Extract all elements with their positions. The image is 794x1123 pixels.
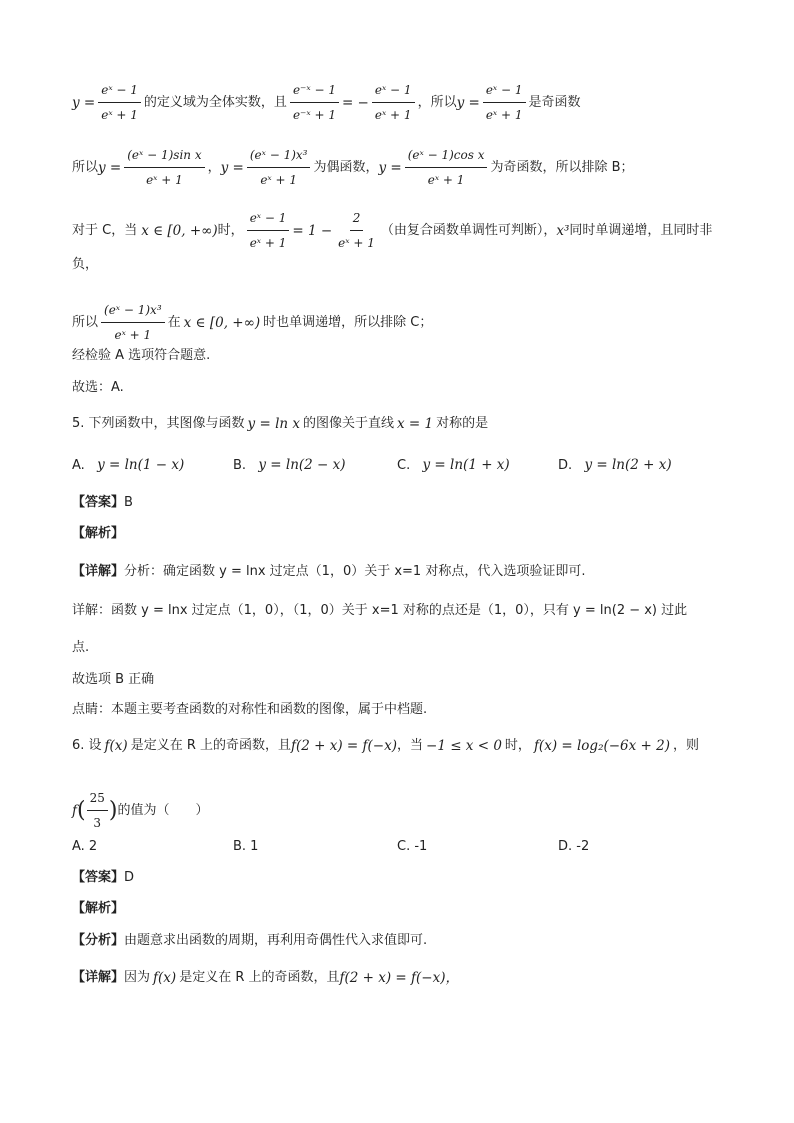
fraction-x3: $\frac{\text{(eˣ − 1)x³}}{\text{eˣ + 1}}$ — [247, 145, 311, 190]
text-q5-intro: 5. 下列函数中，其图像与函数 — [72, 416, 245, 431]
option-c: C. -1 — [397, 839, 428, 854]
fraction-ex: $\frac{\text{eˣ − 1}}{\text{eˣ + 1}}$ — [247, 208, 290, 253]
text-comma: ， — [207, 159, 221, 175]
paren-open: ( — [77, 797, 86, 823]
question-5-options — [72, 455, 734, 475]
detail-tag: 【详解】 — [72, 970, 125, 985]
q5-detail-5 — [72, 700, 734, 720]
fraction-e-neg-x: $\frac{\text{e⁻ˣ − 1}}{\text{e⁻ˣ + 1}}$ — [290, 80, 339, 125]
analysis-tag: 【解析】 — [72, 526, 125, 541]
option-c: C. y = ln(1 + x) — [397, 457, 510, 473]
line-nonnegative — [72, 255, 734, 275]
answer-value: D — [124, 870, 135, 885]
option-b: B. y = ln(2 − x) — [233, 457, 346, 473]
detail-odd-def: 是定义在 R 上的奇函数，且 — [179, 970, 340, 985]
fenxi-tag: 【分析】 — [72, 933, 125, 948]
text-q5-which: 对称的是 — [436, 416, 489, 431]
math-fx-log: f(x) = log₂(−6x + 2) — [533, 738, 671, 754]
math-interval: x ∈ [0, +∞) — [183, 314, 261, 331]
text-monotone-note: （由复合函数单调性可判断）， — [380, 222, 557, 238]
text-domain: 的定义域为全体实数，且 — [143, 94, 287, 110]
q5-detail-1 — [72, 562, 734, 582]
option-a: A. 2 — [72, 839, 98, 854]
question-6-options — [72, 837, 734, 857]
answer-tag: 【答案】 — [72, 495, 125, 510]
math-y-eq-2: y = — [220, 159, 244, 176]
fraction-x3: $\frac{\text{(eˣ − 1)x³}}{\text{eˣ + 1}}$ — [101, 300, 165, 345]
answer-value: B — [124, 495, 133, 510]
detail-text-2: 详解：函数 y = lnx 过定点（1，0），（1，0）关于 x=1 对称的点还是（1，0），只有 y = ln(2 − x) 过此 — [72, 603, 688, 618]
text-q6-shi: 时， — [504, 738, 531, 753]
text-choose-a: 故选：A. — [72, 380, 124, 395]
text-is-odd: 是奇函数 — [528, 94, 581, 110]
text-q5-symmetric: 的图像关于直线 — [303, 416, 395, 431]
text-exclude-b: 为奇函数，所以排除 B； — [490, 159, 634, 175]
q6-fenxi — [72, 931, 734, 951]
detail-text-4: 故选项 B 正确 — [72, 672, 155, 687]
q5-analysis — [72, 524, 734, 544]
option-d: D. -2 — [558, 839, 590, 854]
text-even: 为偶函数， — [313, 159, 379, 175]
text-q6-odd: 是定义在 R 上的奇函数，且 — [130, 738, 292, 753]
math-f: f — [72, 802, 77, 819]
answer-tag: 【答案】 — [72, 870, 125, 885]
text-suoyi: 所以 — [72, 159, 99, 175]
q6-detail — [72, 968, 734, 988]
text-for-c: 对于 C，当 — [72, 222, 138, 238]
fraction-sin: $\frac{\text{(eˣ − 1)sin x}}{\text{eˣ + 1}}$ — [124, 145, 204, 190]
math-y-eq-3: y = — [378, 159, 402, 176]
text-q6-when: ，当 — [397, 738, 424, 753]
math-range: −1 ≤ x < 0 — [426, 738, 502, 754]
option-a: A. y = ln(1 − x) — [72, 457, 185, 473]
analysis-tag: 【解析】 — [72, 901, 125, 916]
question-6-ask — [72, 788, 734, 833]
math-x-eq-1: x = 1 — [397, 416, 434, 432]
math-fx: f(x) — [153, 970, 177, 986]
text-increasing: 同时单调递增，且同时非 — [569, 222, 713, 238]
detail-tag: 【详解】 — [72, 564, 125, 579]
math-eq-neg: = − — [341, 94, 369, 111]
fraction-25-3: $\frac{25}{3}$ — [87, 788, 108, 833]
text-q6-then: ，则 — [673, 738, 700, 753]
option-d: D. y = ln(2 + x) — [558, 457, 672, 473]
math-functional-eq: f(2 + x) = f(−x)， — [339, 970, 459, 986]
math-interval: x ∈ [0, +∞) — [141, 222, 218, 239]
fraction-cos: $\frac{\text{(eˣ − 1)cos x}}{\text{eˣ + 1}}$ — [405, 145, 488, 190]
math-y-eq-2: y = — [456, 94, 480, 111]
fraction-ex-3: $\frac{\text{eˣ − 1}}{\text{eˣ + 1}}$ — [483, 80, 526, 125]
text-zai: 在 — [167, 314, 181, 330]
text-check-a: 经检验 A 选项符合题意. — [72, 348, 211, 363]
text-exclude-c: 时也单调递增，所以排除 C； — [263, 314, 433, 330]
question-5-stem — [72, 414, 734, 434]
detail-text-3: 点. — [72, 640, 90, 655]
text-therefore: ，所以 — [417, 94, 457, 110]
q5-detail-4 — [72, 670, 734, 690]
q5-detail-3 — [72, 638, 734, 658]
math-one-minus: = 1 − — [292, 222, 333, 239]
line-choose-a — [72, 378, 734, 398]
text-fu: 负， — [72, 257, 99, 272]
fraction-two: $\frac{2}{\text{eˣ + 1}}$ — [335, 208, 378, 253]
math-functional-eq: f(2 + x) = f(−x) — [291, 738, 397, 754]
q5-answer — [72, 493, 734, 513]
detail-because: 因为 — [124, 970, 151, 985]
fraction-ex: $\frac{\text{eˣ − 1}}{\text{eˣ + 1}}$ — [98, 80, 141, 125]
math-y-eq: y = — [98, 159, 122, 176]
text-suoyi: 所以 — [72, 314, 99, 330]
detail-text-1: 分析：确定函数 y = lnx 过定点（1，0）关于 x=1 对称点，代入选项验证即可. — [124, 564, 586, 579]
math-y-eq: y = — [72, 94, 96, 111]
line-exclude-c — [72, 300, 734, 345]
detail-text-5: 点睛：本题主要考查函数的对称性和函数的图像，属于中档题. — [72, 702, 428, 717]
text-q6-value: 的值为（ ） — [117, 802, 209, 818]
text-when: 时， — [217, 222, 244, 238]
fenxi-text: 由题意求出函数的周期，再利用奇偶性代入求值即可. — [124, 933, 428, 948]
line-check-a — [72, 346, 734, 366]
question-6-stem — [72, 736, 734, 756]
math-fx: f(x) — [104, 738, 128, 754]
math-y-lnx: y = ln x — [247, 416, 300, 432]
option-b: B. 1 — [233, 839, 259, 854]
text-q6-intro: 6. 设 — [72, 738, 102, 753]
line-parity-check — [72, 145, 734, 190]
math-x-cubed: x³ — [556, 222, 570, 239]
line-option-c — [72, 208, 734, 253]
q5-detail-2 — [72, 601, 734, 621]
q6-answer — [72, 868, 734, 888]
fraction-ex-2: $\frac{\text{eˣ − 1}}{\text{eˣ + 1}}$ — [372, 80, 415, 125]
q6-analysis — [72, 899, 734, 919]
paren-close: ) — [108, 797, 118, 823]
line-odd-function-def — [72, 80, 734, 125]
